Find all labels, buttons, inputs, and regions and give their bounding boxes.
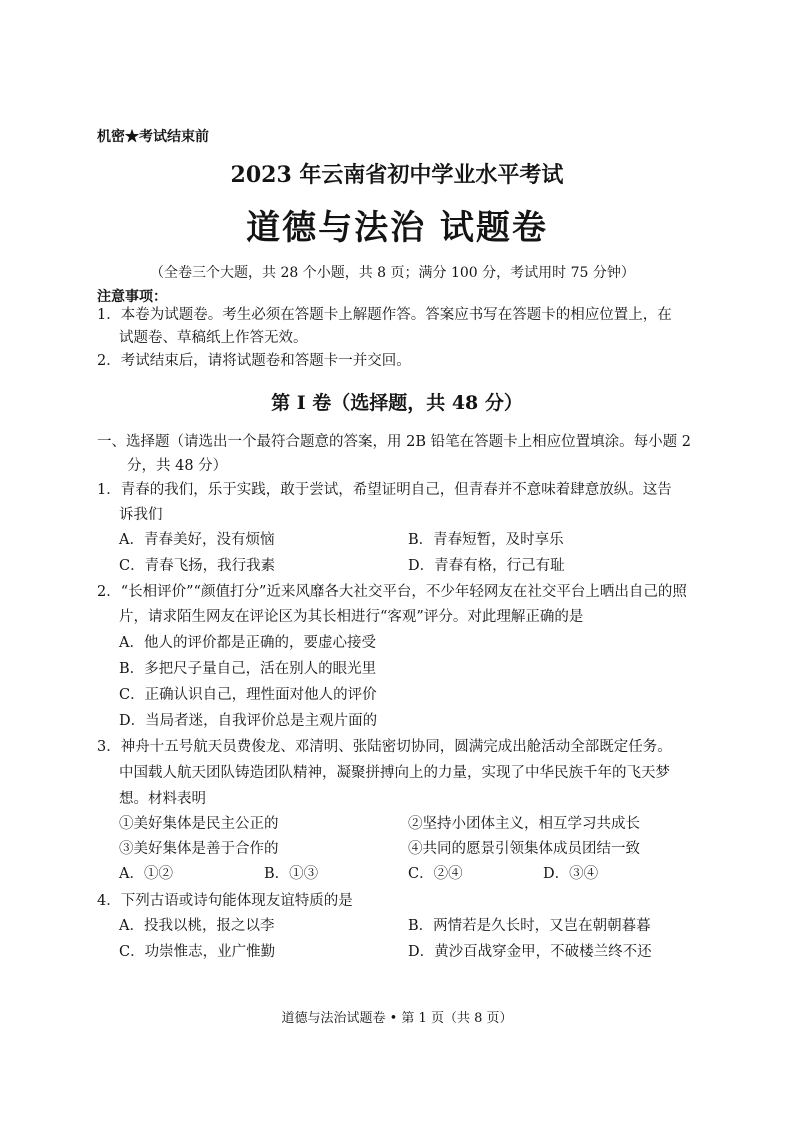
option-b: B．①③ bbox=[264, 866, 319, 882]
statement-2: ②坚持小团体主义，相互学习共成长 bbox=[408, 816, 640, 832]
notice-item-1: 1．本卷为试题卷。考生必须在答题卡上解题作答。答案应书写在答题卡的相应位置上，在 bbox=[97, 307, 672, 323]
question-stem-cont: 诉我们 bbox=[119, 507, 163, 523]
statement-3: ③美好集体是善于合作的 bbox=[119, 841, 279, 857]
statement-1: ①美好集体是民主公正的 bbox=[119, 816, 279, 832]
notice-item-2: 2．考试结束后，请将试题卷和答题卡一并交回。 bbox=[97, 353, 411, 369]
option-a: A．①② bbox=[119, 866, 173, 882]
option-b: B．两情若是久长时，又岂在朝朝暮暮 bbox=[408, 918, 651, 934]
section-instruction: 一、选择题（请选出一个最符合题意的答案，用 2B 铅笔在答题卡上相应位置填涂。每小题 2 bbox=[97, 434, 691, 450]
notice-title: 注意事项： bbox=[97, 289, 167, 305]
statement-4: ④共同的愿景引领集体成员团结一致 bbox=[408, 841, 640, 857]
question-stem-cont: 片，请求陌生网友在评论区为其长相进行“客观”评分。对此理解正确的是 bbox=[119, 609, 584, 625]
exam-info: （全卷三个大题，共 28 个小题，共 8 页；满分 100 分，考试用时 75 分钟） bbox=[150, 265, 635, 281]
question-stem: 3．神舟十五号航天员费俊龙、邓清明、张陆密切协同，圆满完成出舱活动全部既定任务。 bbox=[97, 739, 672, 755]
option-a: A．他人的评价都是正确的，要虚心接受 bbox=[119, 635, 376, 651]
option-a: A．投我以桃，报之以李 bbox=[119, 918, 275, 934]
question-stem: 4．下列古语或诗句能体现友谊特质的是 bbox=[97, 893, 353, 909]
question-stem-cont-2: 想。材料表明 bbox=[119, 791, 206, 807]
exam-title: 2023 年云南省初中学业水平考试 bbox=[230, 162, 564, 188]
page-footer: 道德与法治试题卷 • 第 1 页（共 8 页） bbox=[281, 1011, 513, 1026]
section-instruction-cont: 分，共 48 分） bbox=[127, 458, 228, 474]
option-b: B．多把尺子量自己，活在别人的眼光里 bbox=[119, 661, 377, 677]
section-title: 第 I 卷（选择题，共 48 分） bbox=[271, 392, 523, 414]
confidential-label: 机密★考试结束前 bbox=[97, 129, 209, 145]
option-c: C．青春飞扬，我行我素 bbox=[119, 558, 276, 574]
paper-title: 道德与法治 试题卷 bbox=[246, 208, 548, 248]
option-c: C．②④ bbox=[408, 866, 463, 882]
question-stem-cont: 中国载人航天团队铸造团队精神，凝聚拼搏向上的力量，实现了中华民族千年的飞天梦 bbox=[119, 765, 670, 781]
question-stem: 1．青春的我们，乐于实践，敢于尝试，希望证明自己，但青春并不意味着肆意放纵。这告 bbox=[97, 482, 672, 498]
option-d: D．青春有格，行己有耻 bbox=[408, 558, 565, 574]
option-c: C．功崇惟志，业广惟勤 bbox=[119, 944, 276, 960]
question-stem: 2．“长相评价”“颜值打分”近来风靡各大社交平台，不少年轻网友在社交平台上晒出自己的照 bbox=[97, 584, 687, 600]
notice-item-1-cont: 试题卷、草稿纸上作答无效。 bbox=[119, 330, 308, 346]
option-a: A．青春美好，没有烦恼 bbox=[119, 532, 275, 548]
option-d: D．当局者迷，自我评价总是主观片面的 bbox=[119, 713, 378, 729]
option-b: B．青春短暂，及时享乐 bbox=[408, 532, 564, 548]
option-d: D．黄沙百战穿金甲，不破楼兰终不还 bbox=[408, 944, 652, 960]
option-d: D．③④ bbox=[543, 866, 599, 882]
option-c: C．正确认识自己，理性面对他人的评价 bbox=[119, 687, 377, 703]
